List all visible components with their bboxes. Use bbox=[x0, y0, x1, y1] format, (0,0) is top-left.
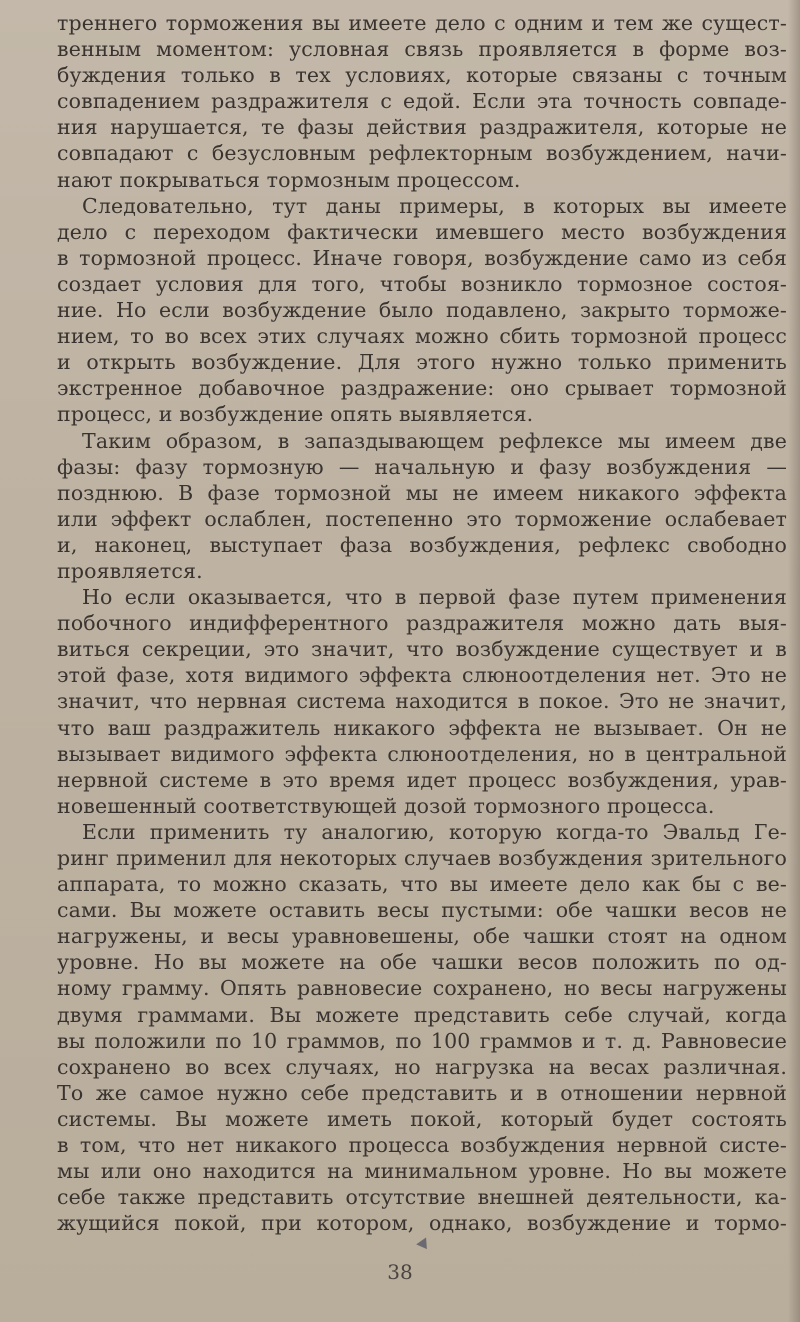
text-line: буждения только в тех условиях, которые связаны с точным bbox=[57, 63, 787, 88]
text-line: сохранено во всех случаях, но нагрузка на весах различная. bbox=[57, 1054, 787, 1079]
text-line: венным моментом: условная связь проявляется в форме воз- bbox=[57, 37, 787, 62]
text-line: ринг применил для некоторых случаев возбуждения зрительного bbox=[57, 846, 787, 870]
text-line: процесс, и возбуждение опять выявляется. bbox=[57, 402, 534, 427]
text-line: уровне. Но вы можете на обе чашки весов положить по од- bbox=[57, 950, 787, 975]
paragraph-start: Если применить ту аналогию, которую когда-то Эвальд Ге- bbox=[82, 819, 787, 844]
text-line: в тормозной процесс. Иначе говоря, возбуждение само из себя bbox=[57, 245, 787, 270]
text-line: или эффект ослаблен, постепенно это торможение ослабевает bbox=[57, 506, 787, 531]
page-edge-shadow bbox=[788, 0, 800, 1322]
paragraph-start: Таким образом, в запаздывающем рефлексе мы имеем две bbox=[82, 428, 787, 453]
ink-mark bbox=[416, 1237, 432, 1252]
text-line: этой фазе, хотя видимого эффекта слюноотделения нет. Это не bbox=[57, 663, 787, 688]
page-number: 38 bbox=[387, 1260, 413, 1284]
text-line: проявляется. bbox=[57, 558, 203, 583]
text-line: треннего торможения вы имеете дело с одним и тем же сущест- bbox=[57, 11, 787, 35]
text-line: создает условия для того, чтобы возникло тормозное состоя- bbox=[57, 271, 787, 296]
text-line: себе также представить отсутствие внешней деятельности, ка- bbox=[57, 1185, 787, 1210]
text-line: совпадают с безусловным рефлекторным возбуждением, начи- bbox=[57, 141, 787, 166]
text-line: мы или оно находится на минимальном уровне. Но вы можете bbox=[57, 1159, 787, 1184]
text-line: двумя граммами. Вы можете представить себе случай, когда bbox=[57, 1002, 787, 1027]
text-line: вызывает видимого эффекта слюноотделения, но в центральной bbox=[57, 741, 787, 766]
text-line: позднюю. В фазе тормозной мы не имеем никакого эффекта bbox=[57, 480, 787, 505]
text-line: экстренное добавочное раздражение: оно срывает тормозной bbox=[57, 376, 787, 401]
text-line: что ваш раздражитель никакого эффекта не вызывает. Он не bbox=[57, 715, 787, 740]
text-line: аппарата, то можно сказать, что вы имеете дело как бы с ве- bbox=[57, 872, 787, 897]
text-line: новешенный соответствующей дозой тормозного процесса. bbox=[57, 793, 715, 818]
text-line: нагружены, и весы уравновешены, обе чашки стоят на одном bbox=[57, 924, 787, 949]
text-line: виться секреции, это значит, что возбуждение существует и в bbox=[57, 637, 787, 662]
text-line: побочного индифферентного раздражителя можно дать выя- bbox=[57, 611, 787, 636]
text-line: в том, что нет никакого процесса возбуждения нервной систе- bbox=[57, 1133, 787, 1158]
paragraph-start: Следовательно, тут даны примеры, в которых вы имеете bbox=[82, 193, 787, 218]
text-line: и, наконец, выступает фаза возбуждения, рефлекс свободно bbox=[57, 532, 787, 557]
text-line: То же самое нужно себе представить и в отношении нервной bbox=[57, 1080, 787, 1105]
text-line: ние. Но если возбуждение было подавлено, закрыто торможе- bbox=[57, 298, 787, 323]
text-line: значит, что нервная система находится в покое. Это не значит, bbox=[57, 689, 787, 714]
paragraph-start: Но если оказывается, что в первой фазе путем применения bbox=[82, 585, 787, 610]
text-line: фазы: фазу тормозную — начальную и фазу возбуждения — bbox=[57, 454, 787, 479]
text-line: ния нарушается, те фазы действия раздражителя, которые не bbox=[57, 115, 787, 140]
text-line: и открыть возбуждение. Для этого нужно только применить bbox=[57, 350, 787, 375]
body-text bbox=[57, 10, 787, 1236]
text-line: системы. Вы можете иметь покой, который будет состоять bbox=[57, 1106, 787, 1131]
text-line: нают покрываться тормозным процессом. bbox=[57, 167, 521, 192]
text-line: вы положили по 10 граммов, по 100 граммов и т. д. Равновесие bbox=[57, 1028, 787, 1053]
text-line: нием, то во всех этих случаях можно сбить тормозной процесс bbox=[57, 324, 787, 349]
text-line: жущийся покой, при котором, однако, возбуждение и тормо- bbox=[57, 1211, 787, 1236]
text-line: нервной системе в это время идет процесс возбуждения, урав- bbox=[57, 767, 787, 792]
text-line: сами. Вы можете оставить весы пустыми: обе чашки весов не bbox=[57, 898, 787, 923]
text-line: совпадением раздражителя с едой. Если эта точность совпаде- bbox=[57, 89, 787, 114]
text-line: ному грамму. Опять равновесие сохранено, но весы нагружены bbox=[57, 976, 787, 1001]
text-line: дело с переходом фактически имевшего место возбуждения bbox=[57, 219, 787, 244]
